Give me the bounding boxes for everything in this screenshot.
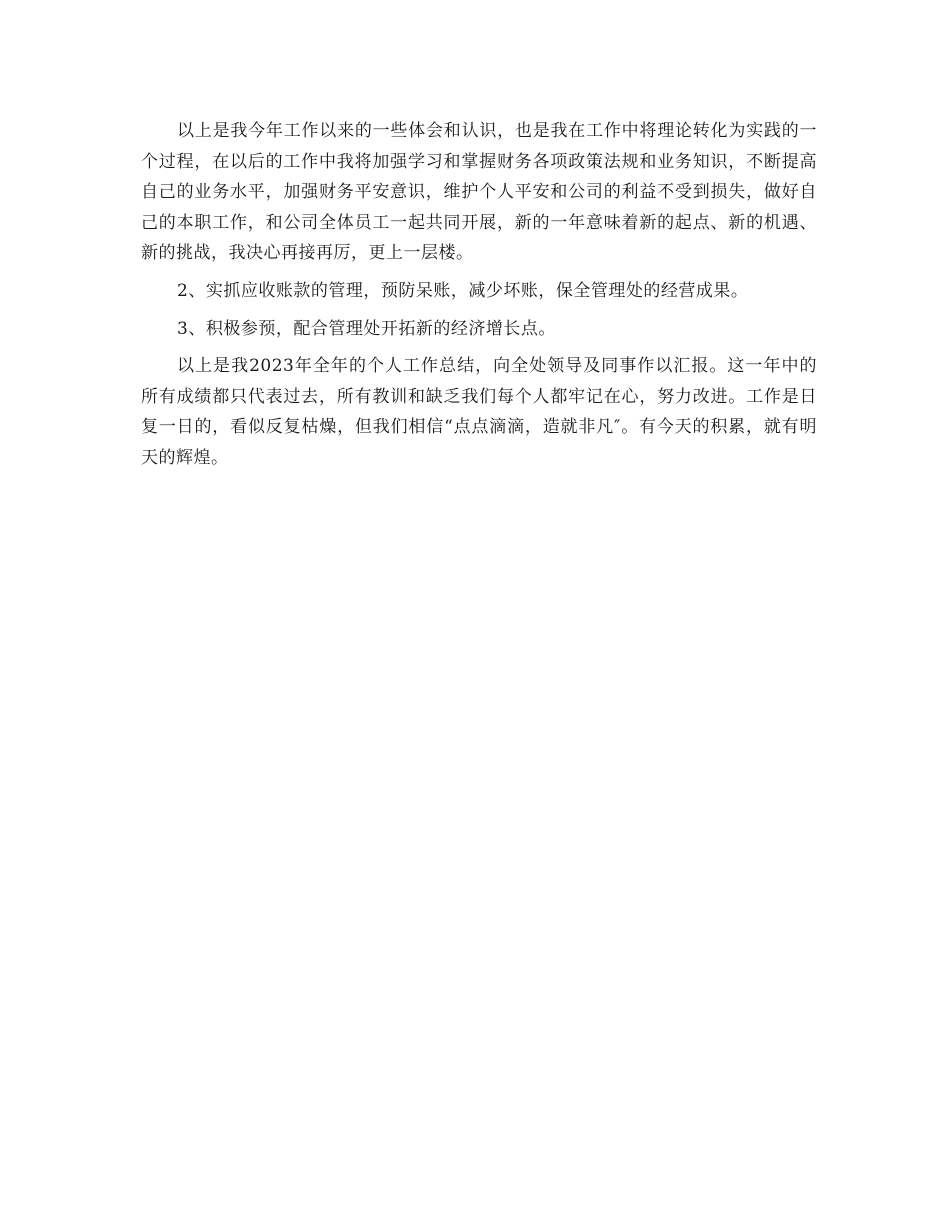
paragraph-item-2: 2、实抓应收账款的管理，预防呆账，减少坏账，保全管理处的经营成果。 [177, 280, 749, 301]
paragraph-summary-reflection: 以上是我今年工作以来的一些体会和认识，也是我在工作中将理论转化为实践的一个过程，在以后的工作中我将加强学习和掌握财务各项政策法规和业务知识，不断提高自己的业务水平，加强财务平安意识，维护个人平安和公司的利益不受到损失，做好自己的本职工作，和公司全体员工一起共同开展，新的一年意味着新的起点、新的机遇、新的挑战，我决心再接再厉，更上一层楼。 [141, 121, 817, 264]
paragraph-item-3: 3、积极参预，配合管理处开拓新的经济增长点。 [177, 318, 556, 339]
paragraph-conclusion: 以上是我2023年全年的个人工作总结，向全处领导及同事作以汇报。这一年中的所有成绩都只代表过去，所有教训和缺乏我们每个人都牢记在心，努力改进。工作是日复一日的，看似反复枯燥，但我们相信“点点滴滴，造就非凡″。有今天的积累，就有明天的辉煌。 [141, 356, 817, 468]
document-body [141, 116, 817, 481]
